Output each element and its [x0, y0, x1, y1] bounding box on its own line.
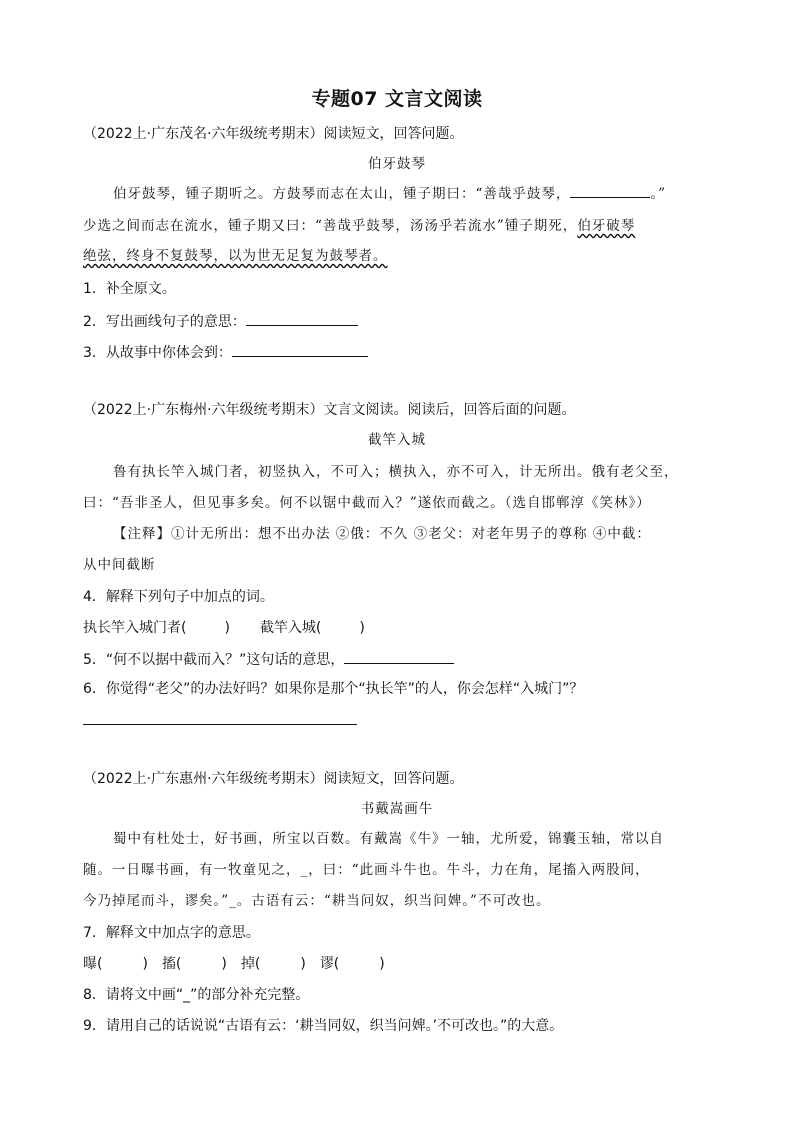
- answer-blank[interactable]: [344, 649, 454, 664]
- section3-heading: 书戴嵩画牛: [360, 801, 434, 817]
- question-2-text: 2．写出画线句子的意思：: [83, 314, 246, 330]
- q7-item-2-close: ): [221, 956, 227, 972]
- section3-source: （2022上·广东惠州·六年级统考期末）阅读短文，回答问题。: [83, 771, 464, 787]
- section1-paragraph-line1: [113, 183, 666, 204]
- q7-item-4: 谬(: [319, 956, 340, 972]
- answer-blank[interactable]: [232, 342, 368, 357]
- section2-heading: 截竿入城: [368, 432, 426, 448]
- section1-p1-text: 伯牙鼓琴，锺子期听之。方鼓琴而志在太山，锺子期曰：“善哉乎鼓琴，: [113, 186, 571, 202]
- fill-blank[interactable]: [570, 183, 650, 198]
- section3-paragraph-line2: 随。一日曝书画，有一牧童见之，_，曰：“此画斗牛也。牛斗，力在角，尾搐入两股间，: [83, 862, 650, 878]
- section2-paragraph-line2: 曰：“吾非圣人，但见事多矣。何不以锯中截而入？”遂依而截之。（选自邯郸淳《笑林》）: [83, 495, 651, 511]
- answer-blank[interactable]: [83, 710, 357, 725]
- underlined-sentence: 伯牙破琴: [577, 218, 636, 234]
- answer-blank[interactable]: [246, 311, 358, 326]
- section1-source: （2022上·广东茂名·六年级统考期末）阅读短文，回答问题。: [83, 126, 464, 142]
- question-6: 6．你觉得“老父”的办法好吗？如果你是那个“执长竿”的人，你会怎样“入城门”？: [83, 681, 584, 697]
- q7-item-1-close: ): [142, 956, 148, 972]
- question-4: 4．解释下列句子中加点的词。: [83, 589, 274, 605]
- section1-p2-text: 少选之间而志在流水，锺子期又曰：“善哉乎鼓琴，汤汤乎若流水”锺子期死，: [83, 218, 578, 234]
- page-title: 专题07 文言文阅读: [311, 88, 483, 110]
- section1-heading: 伯牙鼓琴: [368, 156, 426, 172]
- question-3-text: 3．从故事中你体会到：: [83, 345, 232, 361]
- question-8: 8．请将文中画“_”的部分补充完整。: [83, 987, 310, 1003]
- question-6-answer-line: [83, 710, 357, 731]
- q7-item-4-close: ): [379, 956, 385, 972]
- q4-item-a: 执长竿入城门者(: [83, 620, 187, 636]
- q7-item-2: 搐(: [161, 956, 182, 972]
- question-2: [83, 311, 358, 332]
- q4-item-b: 截竿入城(: [259, 620, 322, 636]
- q7-item-1: 曝(: [83, 956, 103, 972]
- q7-item-3-close: ): [300, 956, 306, 972]
- section3-paragraph-line3: 今乃掉尾而斗，谬矣。”_。古语有云：“耕当问奴，织当问婢。”不可改也。: [83, 893, 551, 909]
- question-7-items: [83, 954, 385, 974]
- section2-note-line1: 【注释】①计无所出：想不出办法 ②俄：不久 ③老父：对老年男子的尊称 ④中截：: [113, 526, 651, 542]
- section1-paragraph-line3: [83, 246, 388, 266]
- q4-item-a-close: ): [224, 620, 230, 636]
- section2-source: （2022上·广东梅州·六年级统考期末）文言文阅读。阅读后，回答后面的问题。: [83, 402, 576, 418]
- section2-paragraph-line1: 鲁有执长竿入城门者，初竖执入，不可入；横执入，亦不可入，计无所出。俄有老父至，: [113, 464, 679, 480]
- question-3: [83, 342, 368, 363]
- question-5-text: 5．“何不以据中截而入？”这句话的意思，: [83, 652, 345, 668]
- q4-item-b-close: ): [359, 620, 365, 636]
- underlined-sentence-cont: 绝弦，终身不复鼓琴，以为世无足复为鼓琴者。: [83, 248, 388, 264]
- section1-p1-end: 。”: [650, 186, 667, 202]
- section1-paragraph-line2: [83, 216, 635, 236]
- section2-note-line2: 从中间截断: [83, 557, 156, 573]
- section3-paragraph-line1: 蜀中有杜处士，好书画，所宝以百数。有戴嵩《牛》一轴，尤所爱，锦囊玉轴，常以自: [113, 831, 664, 847]
- question-1: 1．补全原文。: [83, 281, 176, 297]
- question-5: [83, 649, 454, 670]
- question-4-items: [83, 618, 365, 638]
- question-9: 9．请用自己的话说说“古语有云：‘耕当同奴，织当问婢。’不可改也。”的大意。: [83, 1018, 564, 1034]
- q7-item-3: 掉(: [240, 956, 261, 972]
- question-7: 7．解释文中加点字的意思。: [83, 925, 260, 941]
